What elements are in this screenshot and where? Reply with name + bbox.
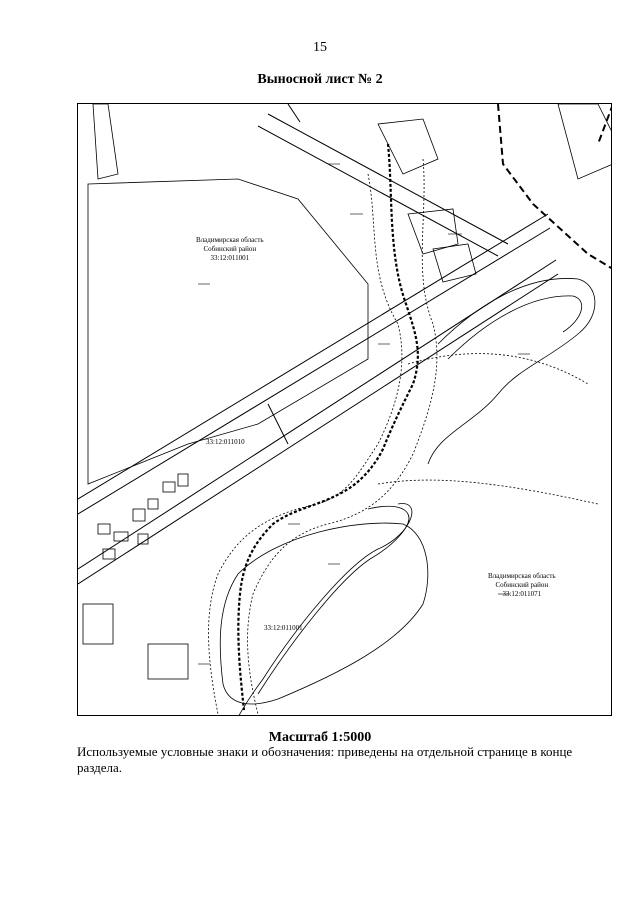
label-line: 33:12:011010: [206, 438, 245, 446]
label-line: Владимирская область: [196, 236, 264, 244]
map-frame: [77, 103, 612, 716]
label-line: Собинский район: [495, 581, 549, 589]
map-label-quarter-south: [264, 624, 303, 633]
railway-strip: [78, 214, 558, 584]
parcel-south: [220, 523, 428, 704]
upper-road: [258, 104, 508, 256]
map-label-quarter-center: [206, 438, 245, 447]
sheet-title: Выносной лист № 2: [257, 72, 383, 87]
district-boundary: [498, 104, 612, 269]
label-line: Собинский район: [203, 245, 257, 253]
river: [238, 278, 595, 716]
map-drawing: [78, 104, 612, 716]
map-label-region-se: [488, 572, 556, 599]
map-label-region-nw: [196, 236, 264, 263]
page-number: 15: [313, 40, 327, 55]
map-scale: Масштаб 1:5000: [268, 730, 372, 745]
label-line: 33:12:011001: [264, 624, 303, 632]
label-line: Владимирская область: [488, 572, 556, 580]
legend-note: Используемые условные знаки и обозначения: приведены на отдельной странице в конце раздела.: [77, 744, 573, 775]
label-line: 33:12:011071: [502, 590, 542, 598]
label-line: 33:12:011001: [210, 254, 250, 262]
parcel-top-left: [93, 104, 118, 179]
sw-buildings: [83, 474, 188, 679]
